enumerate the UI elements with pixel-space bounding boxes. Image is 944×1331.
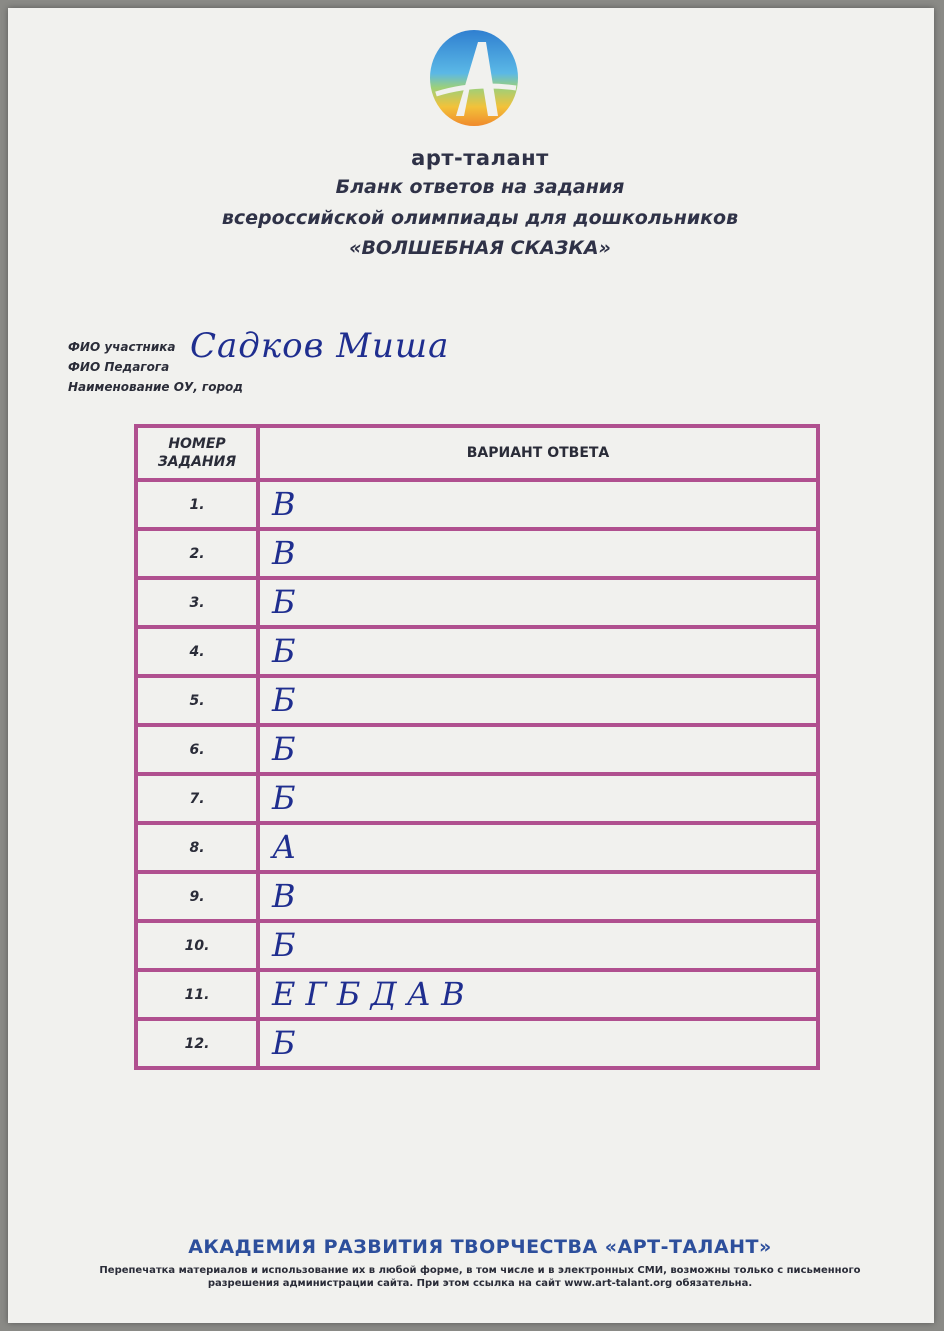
task-number: 1. — [136, 480, 258, 529]
table-row — [136, 970, 818, 1019]
table-row — [136, 725, 818, 774]
answer-sheet — [8, 8, 934, 1323]
task-number: 6. — [136, 725, 258, 774]
task-number: 3. — [136, 578, 258, 627]
footer-org-title: АКАДЕМИЯ РАЗВИТИЯ ТВОРЧЕСТВА «АРТ-ТАЛАНТ» — [188, 1236, 772, 1258]
task-number: 9. — [136, 872, 258, 921]
col-header-number: НОМЕР ЗАДАНИЯ — [136, 426, 258, 480]
art-talant-logo-icon — [426, 24, 522, 130]
task-number: 12. — [136, 1019, 258, 1068]
title-line-1: Бланк ответов на задания — [335, 176, 625, 198]
task-number: 7. — [136, 774, 258, 823]
table-row — [136, 921, 818, 970]
task-number: 4. — [136, 627, 258, 676]
answer-handwritten: Б — [258, 725, 818, 774]
col-header-answer: ВАРИАНТ ОТВЕТА — [258, 426, 818, 480]
table-row — [136, 529, 818, 578]
task-number: 10. — [136, 921, 258, 970]
table-row — [136, 676, 818, 725]
answer-handwritten: В — [258, 480, 818, 529]
answer-handwritten: Е Г Б Д А В — [258, 970, 818, 1019]
footer-copyright-note: Перепечатка материалов и использование их в любой форме, в том числе и в электронных СМИ, возможны только с письменного разрешения администрации сайта. При этом ссылка на сайт www.art-talant.org обязательна. — [99, 1265, 861, 1289]
table-row — [136, 627, 818, 676]
answers-rows — [136, 480, 818, 1068]
teacher-label: ФИО Педагога — [68, 360, 170, 374]
table-row — [136, 823, 818, 872]
answers-table — [134, 424, 820, 1070]
table-row — [136, 480, 818, 529]
task-number: 5. — [136, 676, 258, 725]
answer-handwritten: Б — [258, 676, 818, 725]
task-number: 11. — [136, 970, 258, 1019]
table-row — [136, 1019, 818, 1068]
table-row — [136, 872, 818, 921]
participant-name-handwritten: Садков Миша — [190, 326, 450, 366]
task-number: 2. — [136, 529, 258, 578]
table-row — [136, 578, 818, 627]
answer-handwritten: Б — [258, 1019, 818, 1068]
answer-handwritten: Б — [258, 627, 818, 676]
answer-handwritten: Б — [258, 921, 818, 970]
task-number: 8. — [136, 823, 258, 872]
table-row — [136, 774, 818, 823]
org-label: Наименование ОУ, город — [68, 380, 243, 394]
answer-handwritten: Б — [258, 578, 818, 627]
answer-handwritten: А — [258, 823, 818, 872]
table-header-row — [136, 426, 818, 480]
brand-name: арт-талант — [411, 146, 549, 170]
answer-handwritten: Б — [258, 774, 818, 823]
title-line-3: «ВОЛШЕБНАЯ СКАЗКА» — [349, 237, 611, 259]
answer-handwritten: В — [258, 872, 818, 921]
title-line-2: всероссийской олимпиады для дошкольников — [221, 207, 739, 229]
participant-label: ФИО участника — [68, 340, 176, 354]
answer-handwritten: В — [258, 529, 818, 578]
